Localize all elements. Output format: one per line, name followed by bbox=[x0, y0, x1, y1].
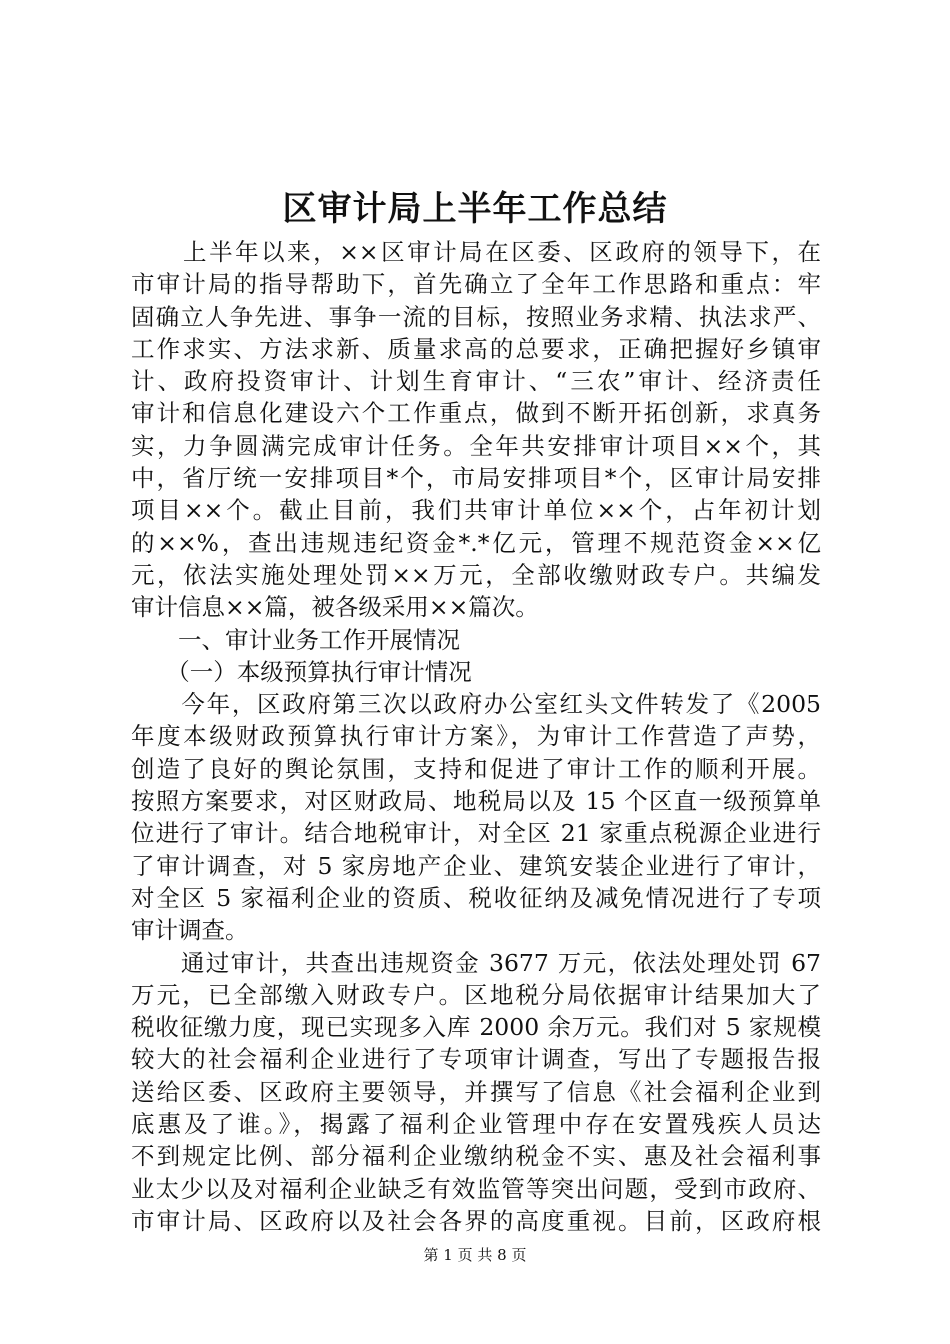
text-line: 通过审计，共查出违规资金 3677 万元，依法处理处罚 67 bbox=[131, 948, 821, 977]
text-line: 较大的社会福利企业进行了专项审计调查，写出了专题报告报 bbox=[131, 1045, 821, 1074]
text-line: 业太少以及对福利企业缺乏有效监管等突出问题，受到市政府、 bbox=[131, 1174, 821, 1203]
text-line: （一）本级预算执行审计情况 bbox=[131, 657, 472, 686]
text-line: 年度本级财政预算执行审计方案》，为审计工作营造了声势， bbox=[131, 722, 821, 751]
text-line: 一、审计业务工作开展情况 bbox=[131, 625, 460, 654]
text-line: 位进行了审计。结合地税审计，对全区 21 家重点税源企业进行 bbox=[131, 819, 821, 848]
text-line: 审计信息××篇，被各级采用××篇次。 bbox=[131, 593, 539, 622]
document-body bbox=[131, 236, 821, 1237]
text-line: 项目××个。截止目前，我们共审计单位××个，占年初计划 bbox=[131, 496, 821, 525]
text-line: 计、政府投资审计、计划生育审计、“三农”审计、经济责任 bbox=[131, 367, 821, 396]
page-footer: 第 1 页 共 8 页 bbox=[423, 1246, 527, 1264]
text-line: 不到规定比例、部分福利企业缴纳税金不实、惠及社会福利事 bbox=[131, 1142, 821, 1171]
text-line: 创造了良好的舆论氛围，支持和促进了审计工作的顺利开展。 bbox=[131, 754, 821, 783]
text-line: 底惠及了谁。》，揭露了福利企业管理中存在安置残疾人员达 bbox=[131, 1110, 821, 1139]
text-line: 的××%，查出违规违纪资金*.*亿元，管理不规范资金××亿 bbox=[131, 528, 821, 557]
text-line: 元，依法实施处理处罚××万元，全部收缴财政专户。共编发 bbox=[131, 560, 821, 589]
text-line: 固确立人争先进、事争一流的目标，按照业务求精、执法求严、 bbox=[131, 302, 821, 331]
text-line: 审计调查。 bbox=[131, 916, 249, 945]
text-line: 送给区委、区政府主要领导，并撰写了信息《社会福利企业到 bbox=[131, 1077, 821, 1106]
text-line: 万元，已全部缴入财政专户。区地税分局依据审计结果加大了 bbox=[131, 980, 821, 1009]
text-line: 工作求实、方法求新、质量求高的总要求，正确把握好乡镇审 bbox=[131, 334, 821, 363]
text-line: 了审计调查，对 5 家房地产企业、建筑安装企业进行了审计， bbox=[131, 851, 821, 880]
text-line: 中，省厅统一安排项目*个，市局安排项目*个，区审计局安排 bbox=[131, 464, 821, 493]
document-title: 区审计局上半年工作总结 bbox=[282, 189, 668, 229]
text-line: 今年，区政府第三次以政府办公室红头文件转发了《2005 bbox=[131, 690, 821, 719]
text-line: 市审计局的指导帮助下，首先确立了全年工作思路和重点：牢 bbox=[131, 270, 821, 299]
text-line: 上半年以来，××区审计局在区委、区政府的领导下，在 bbox=[131, 238, 821, 266]
text-line: 市审计局、区政府以及社会各界的高度重视。目前，区政府根 bbox=[131, 1206, 821, 1235]
text-line: 审计和信息化建设六个工作重点，做到不断开拓创新，求真务 bbox=[131, 399, 821, 428]
text-line: 税收征缴力度，现已实现多入库 2000 余万元。我们对 5 家规模 bbox=[131, 1013, 821, 1042]
text-line: 按照方案要求，对区财政局、地税局以及 15 个区直一级预算单 bbox=[131, 787, 821, 816]
text-line: 对全区 5 家福利企业的资质、税收征纳及减免情况进行了专项 bbox=[131, 883, 821, 912]
text-line: 实，力争圆满完成审计任务。全年共安排审计项目××个，其 bbox=[131, 431, 821, 460]
